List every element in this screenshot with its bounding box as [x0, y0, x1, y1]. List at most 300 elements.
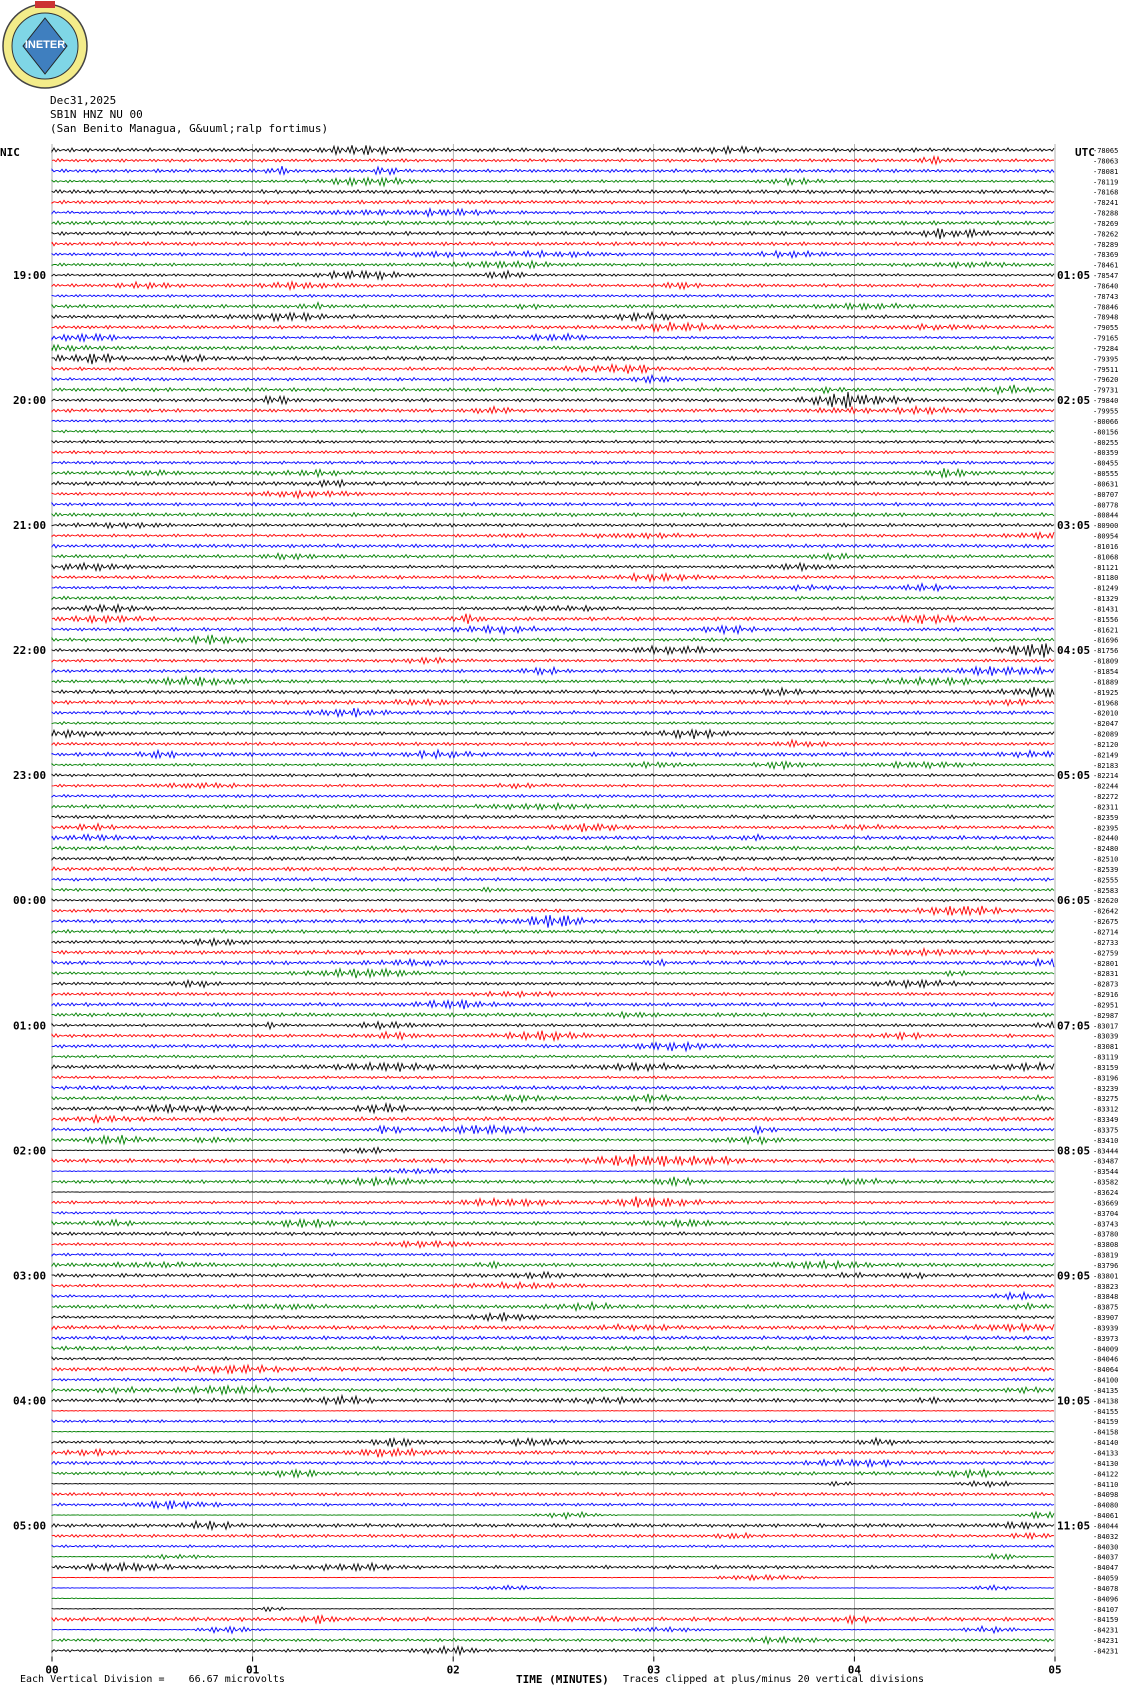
- seismic-trace: [52, 605, 1054, 613]
- trace-offset-label: -84044: [1093, 1522, 1119, 1531]
- trace-offset-label: -78547: [1093, 272, 1119, 281]
- trace-offset-label: -81431: [1093, 605, 1119, 614]
- seismic-trace: [52, 1386, 1054, 1395]
- seismic-trace: [52, 461, 1054, 464]
- trace-offset-label: -83410: [1093, 1136, 1119, 1145]
- seismic-trace: [52, 1365, 1054, 1374]
- seismic-trace: [52, 303, 1054, 310]
- plot-date: Dec31,2025: [50, 94, 117, 107]
- x-tick-label: 04: [847, 1663, 862, 1677]
- trace-offset-label: -83119: [1093, 1053, 1119, 1062]
- trace-offset-label: -78948: [1093, 313, 1119, 322]
- right-time-label: 03:05: [1057, 519, 1091, 533]
- seismic-trace: [52, 1031, 1054, 1041]
- seismic-trace: [52, 228, 1054, 239]
- seismic-trace: [52, 658, 1054, 664]
- seismic-trace: [52, 1094, 1054, 1102]
- right-time-label: 11:05: [1057, 1519, 1091, 1533]
- trace-offset-label: -83196: [1093, 1074, 1119, 1083]
- trace-offset-label: -84080: [1093, 1501, 1119, 1510]
- trace-offset-label: -78640: [1093, 282, 1119, 291]
- left-time-label: 19:00: [13, 269, 47, 283]
- seismic-trace: [52, 354, 1054, 365]
- seismic-trace: [52, 271, 1054, 280]
- trace-offset-label: -81556: [1093, 615, 1119, 624]
- seismic-trace: [52, 385, 1054, 394]
- x-tick-label: 03: [647, 1663, 661, 1677]
- trace-offset-label: -78063: [1093, 157, 1119, 166]
- trace-offset-label: -84133: [1093, 1449, 1119, 1458]
- seismic-trace: [52, 1378, 1054, 1381]
- seismic-trace: [52, 294, 1054, 297]
- trace-offset-label: -83375: [1093, 1126, 1119, 1135]
- seismic-trace: [52, 312, 1054, 321]
- trace-offset-label: -80156: [1093, 428, 1119, 437]
- left-time-label: 01:00: [13, 1019, 47, 1033]
- seismic-trace: [52, 1115, 1054, 1122]
- trace-offset-label: -78461: [1093, 261, 1119, 270]
- trace-offset-label: -82583: [1093, 886, 1119, 895]
- trace-offset-label: -83848: [1093, 1293, 1119, 1302]
- seismic-trace: [52, 1302, 1054, 1311]
- seismic-trace: [52, 1125, 1054, 1134]
- seismic-trace: [52, 282, 1054, 290]
- seismic-trace: [52, 969, 1054, 978]
- seismic-trace: [52, 1469, 1054, 1478]
- trace-offset-label: -80707: [1093, 490, 1119, 499]
- seismic-trace: [52, 420, 1054, 423]
- trace-offset-label: -81249: [1093, 584, 1119, 593]
- seismic-trace: [52, 687, 1054, 697]
- trace-offset-label: -80455: [1093, 459, 1119, 468]
- x-axis-title: TIME (MINUTES): [516, 1673, 609, 1686]
- seismic-trace: [52, 1104, 1054, 1113]
- x-tick-label: 01: [245, 1663, 260, 1677]
- trace-offset-label: -82183: [1093, 761, 1119, 770]
- trace-offset-label: -82759: [1093, 949, 1119, 958]
- seismic-trace: [52, 1076, 1054, 1079]
- seismic-trace: [52, 643, 1054, 657]
- trace-offset-label: -84122: [1093, 1470, 1119, 1479]
- seismic-trace: [52, 750, 1054, 758]
- seismic-trace: [52, 1585, 1054, 1590]
- trace-offset-label: -80844: [1093, 511, 1119, 520]
- seismic-trace: [52, 803, 1054, 810]
- seismic-trace: [52, 834, 1054, 840]
- logo-text: INETER: [24, 39, 66, 51]
- seismic-trace: [52, 392, 1054, 409]
- trace-offset-label: -84046: [1093, 1355, 1119, 1364]
- trace-offset-label: -79511: [1093, 365, 1119, 374]
- left-time-label: 04:00: [13, 1394, 47, 1408]
- trace-offset-label: -81854: [1093, 668, 1119, 676]
- seismic-trace: [52, 1282, 1054, 1289]
- right-timezone-label: UTC: [1075, 146, 1095, 159]
- seismic-trace: [52, 1410, 1054, 1411]
- trace-offset-label: -83487: [1093, 1157, 1119, 1166]
- seismic-trace: [52, 774, 1054, 777]
- seismic-trace: [52, 1324, 1054, 1332]
- trace-offset-label: -81968: [1093, 699, 1119, 708]
- seismic-trace: [52, 491, 1054, 498]
- trace-offset-label: -83669: [1093, 1199, 1119, 1208]
- trace-offset-label: -82149: [1093, 751, 1119, 760]
- trace-offset-label: -82801: [1093, 959, 1119, 968]
- trace-offset-label: -83743: [1093, 1220, 1119, 1229]
- left-time-label: 20:00: [13, 394, 47, 408]
- right-time-label: 09:05: [1057, 1269, 1091, 1283]
- trace-offset-label: -80359: [1093, 449, 1119, 458]
- trace-offset-label: -79731: [1093, 386, 1119, 395]
- seismic-trace: [52, 1512, 1054, 1519]
- right-time-label: 04:05: [1057, 644, 1091, 658]
- trace-offset-label: -83808: [1093, 1241, 1119, 1250]
- left-time-label: 23:00: [13, 769, 47, 783]
- trace-offset-label: -78119: [1093, 178, 1119, 187]
- trace-offset-label: -83312: [1093, 1105, 1119, 1114]
- seismic-trace: [52, 532, 1054, 539]
- seismic-trace: [52, 406, 1054, 414]
- trace-offset-label: -81809: [1093, 657, 1119, 666]
- trace-offset-label: -83039: [1093, 1032, 1119, 1041]
- trace-offset-label: -81180: [1093, 574, 1119, 583]
- seismic-trace: [52, 915, 1054, 928]
- seismic-trace: [52, 200, 1054, 204]
- seismic-trace: [52, 145, 1054, 155]
- seismic-trace: [52, 1607, 1054, 1611]
- seismic-trace: [52, 1460, 1054, 1467]
- trace-offset-label: -84061: [1093, 1512, 1119, 1521]
- x-tick-label: 05: [1048, 1663, 1062, 1677]
- trace-offset-label: -81329: [1093, 595, 1119, 604]
- trace-offset-label: -78288: [1093, 209, 1119, 218]
- seismic-trace: [52, 1449, 1054, 1458]
- seismic-trace: [52, 815, 1054, 819]
- left-timezone-label: NIC: [0, 146, 20, 159]
- seismic-trace: [52, 1554, 1054, 1560]
- trace-offset-label: -80631: [1093, 480, 1119, 489]
- seismic-trace: [52, 503, 1054, 507]
- trace-offset-label: -82733: [1093, 938, 1119, 947]
- trace-offset-label: -84135: [1093, 1386, 1119, 1395]
- seismic-trace: [52, 1533, 1054, 1539]
- seismic-trace: [52, 251, 1054, 258]
- seismic-trace: [52, 1492, 1054, 1496]
- trace-offset-label: -78262: [1093, 230, 1119, 239]
- seismic-trace: [52, 899, 1054, 902]
- seismic-trace: [52, 939, 1054, 946]
- station-code: SB1N HNZ NU 00: [50, 108, 143, 121]
- seismic-trace: [52, 596, 1054, 600]
- seismic-trace: [52, 1177, 1054, 1186]
- trace-offset-label: -80255: [1093, 438, 1119, 447]
- x-tick-label: 00: [45, 1663, 59, 1677]
- trace-offset-label: -79165: [1093, 334, 1119, 343]
- trace-offset-label: -83544: [1093, 1168, 1119, 1177]
- right-time-label: 01:05: [1057, 269, 1091, 283]
- seismic-trace: [52, 762, 1054, 769]
- trace-offset-label: -84059: [1093, 1574, 1119, 1583]
- right-time-label: 05:05: [1057, 769, 1091, 783]
- trace-offset-label: -84231: [1093, 1637, 1119, 1646]
- trace-offset-label: -84047: [1093, 1564, 1119, 1573]
- seismic-trace: [52, 334, 1054, 342]
- trace-offset-label: -84159: [1093, 1616, 1119, 1625]
- seismic-trace: [52, 440, 1054, 443]
- seismic-trace: [52, 178, 1054, 186]
- trace-offset-label: -83819: [1093, 1251, 1119, 1260]
- trace-offset-label: -84130: [1093, 1459, 1119, 1468]
- trace-offset-label: -84098: [1093, 1491, 1119, 1500]
- seismic-trace: [52, 584, 1054, 591]
- left-time-label: 05:00: [13, 1519, 47, 1533]
- seismic-trace: [52, 1312, 1054, 1320]
- trace-offset-label: -78081: [1093, 167, 1119, 176]
- trace-offset-label: -82359: [1093, 813, 1119, 822]
- trace-offset-label: -84100: [1093, 1376, 1119, 1385]
- trace-offset-label: -81696: [1093, 636, 1119, 645]
- trace-offset-label: -83801: [1093, 1272, 1119, 1281]
- trace-offset-label: -84037: [1093, 1553, 1119, 1562]
- seismic-trace: [52, 1431, 1054, 1432]
- seismic-trace: [52, 1336, 1054, 1340]
- seismic-trace: [52, 878, 1054, 882]
- trace-offset-label: -80066: [1093, 417, 1119, 426]
- trace-offset-label: -79055: [1093, 324, 1119, 333]
- seismic-trace: [52, 1420, 1054, 1423]
- seismic-trace: [52, 1197, 1054, 1208]
- trace-offset-label: -82539: [1093, 865, 1119, 874]
- trace-offset-label: -82440: [1093, 834, 1119, 843]
- trace-offset-label: -84064: [1093, 1366, 1119, 1375]
- trace-group: [52, 145, 1054, 1654]
- seismic-trace: [52, 242, 1054, 246]
- seismic-trace: [52, 708, 1054, 717]
- seismic-trace: [52, 1042, 1054, 1051]
- seismic-trace: [52, 1438, 1054, 1447]
- seismic-trace: [52, 1148, 1054, 1154]
- seismic-trace: [52, 544, 1054, 548]
- trace-offset-label: -83624: [1093, 1189, 1119, 1197]
- trace-offset-label: -83780: [1093, 1230, 1119, 1239]
- trace-offset-label: -82916: [1093, 991, 1119, 1000]
- seismic-trace: [52, 523, 1054, 529]
- seismic-trace: [52, 468, 1054, 477]
- trace-offset-label: -83582: [1093, 1178, 1119, 1187]
- trace-offset-label: -84096: [1093, 1595, 1119, 1604]
- trace-offset-label: -83939: [1093, 1324, 1119, 1333]
- trace-offset-label: -78289: [1093, 240, 1119, 249]
- seismic-trace: [52, 553, 1054, 559]
- trace-offset-label: -84140: [1093, 1439, 1119, 1448]
- seismic-trace: [52, 375, 1054, 383]
- seismic-trace: [52, 1292, 1054, 1299]
- trace-offset-label: -82089: [1093, 730, 1119, 739]
- vertical-division-note: Each Vertical Division = 66.67 microvolts: [20, 1674, 285, 1685]
- seismic-trace: [52, 1616, 1054, 1624]
- left-time-labels: [13, 269, 46, 1532]
- seismic-trace: [52, 867, 1054, 871]
- trace-offset-label: -83796: [1093, 1261, 1119, 1270]
- trace-offset-label: -78269: [1093, 219, 1119, 228]
- trace-offset-label: -83907: [1093, 1314, 1119, 1323]
- seismic-trace: [52, 480, 1054, 487]
- trace-offset-label: -82214: [1093, 772, 1119, 781]
- trace-offset-label: -82620: [1093, 897, 1119, 906]
- left-time-label: 21:00: [13, 519, 47, 533]
- seismic-trace: [52, 699, 1054, 705]
- seismic-trace: [52, 1563, 1054, 1571]
- seismic-trace: [52, 1253, 1054, 1256]
- x-tick-label: 02: [446, 1663, 460, 1677]
- seismic-trace: [52, 345, 1054, 351]
- seismic-trace: [52, 1219, 1054, 1228]
- trace-offset-label: -79955: [1093, 407, 1119, 416]
- trace-offset-label: -81068: [1093, 553, 1119, 562]
- seismic-trace: [52, 1211, 1054, 1214]
- seismic-trace: [52, 1346, 1054, 1350]
- trace-offset-label: -82555: [1093, 876, 1119, 885]
- trace-offset-label: -79620: [1093, 376, 1119, 385]
- seismic-trace: [52, 1241, 1054, 1248]
- trace-offset-label: -78846: [1093, 303, 1119, 312]
- trace-offset-label: -83349: [1093, 1116, 1119, 1125]
- seismic-trace: [52, 794, 1054, 797]
- trace-offset-label: -79284: [1093, 344, 1119, 353]
- trace-offset-label: -82395: [1093, 824, 1119, 833]
- seismic-trace: [52, 1357, 1054, 1360]
- seismic-trace: [52, 563, 1054, 571]
- seismic-trace: [52, 991, 1054, 997]
- seismic-trace: [52, 209, 1054, 217]
- trace-offset-label: -83444: [1093, 1147, 1119, 1156]
- seismic-trace: [52, 614, 1054, 624]
- trace-offset-label: -83704: [1093, 1209, 1119, 1218]
- trace-offset-label: -82642: [1093, 907, 1119, 916]
- trace-offset-label: -81121: [1093, 563, 1119, 572]
- trace-offset-label: -84032: [1093, 1532, 1119, 1541]
- trace-offset-label: -84138: [1093, 1397, 1119, 1406]
- trace-offset-label: -78065: [1093, 147, 1119, 155]
- seismic-trace: [52, 677, 1054, 686]
- trace-offset-label: -83017: [1093, 1022, 1119, 1031]
- right-time-label: 10:05: [1057, 1394, 1091, 1408]
- seismic-trace: [52, 1626, 1054, 1633]
- seismic-trace: [52, 1481, 1054, 1487]
- trace-offset-label: -84107: [1093, 1605, 1119, 1614]
- trace-offset-label: -82010: [1093, 709, 1119, 718]
- trace-offset-label: -82311: [1093, 803, 1119, 812]
- seismic-trace: [52, 949, 1054, 956]
- trace-offset-label: -82951: [1093, 1001, 1119, 1010]
- trace-offset-label: -82714: [1093, 928, 1119, 937]
- seismic-trace: [52, 1086, 1054, 1090]
- seismic-trace: [52, 887, 1054, 892]
- trace-offset-label: -83973: [1093, 1334, 1119, 1343]
- trace-offset-label: -80555: [1093, 470, 1119, 479]
- trace-offset-label: -82510: [1093, 855, 1119, 864]
- seismic-trace: [52, 626, 1054, 634]
- seismic-trace: [52, 574, 1054, 582]
- trace-offset-label: -79395: [1093, 355, 1119, 364]
- trace-offset-label: -82047: [1093, 720, 1119, 729]
- seismic-trace: [52, 1261, 1054, 1269]
- seismic-trace: [52, 451, 1054, 454]
- clip-note: Traces clipped at plus/minus 20 vertical divisions: [623, 1674, 925, 1685]
- seismic-trace: [52, 1637, 1054, 1644]
- trace-offset-label: -83081: [1093, 1043, 1119, 1052]
- right-time-label: 07:05: [1057, 1019, 1091, 1033]
- seismic-trace: [52, 730, 1054, 739]
- seismic-trace: [52, 1521, 1054, 1530]
- trace-offset-label: -81756: [1093, 647, 1119, 656]
- seismic-trace: [52, 1055, 1054, 1058]
- trace-offset-label: -84110: [1093, 1480, 1119, 1489]
- trace-offset-label: -83875: [1093, 1303, 1119, 1312]
- trace-offset-label: -82272: [1093, 793, 1119, 802]
- seismic-trace: [52, 1063, 1054, 1072]
- seismic-trace: [52, 1168, 1054, 1173]
- trace-offset-label: -82480: [1093, 845, 1119, 854]
- station-location: (San Benito Managua, G&uuml;ralp fortimus): [50, 122, 329, 135]
- seismic-trace: [52, 1232, 1054, 1236]
- trace-offset-label: -78369: [1093, 251, 1119, 260]
- seismic-trace: [52, 857, 1054, 861]
- trace-offset-label: -84158: [1093, 1428, 1119, 1437]
- trace-offset-label: -81925: [1093, 688, 1119, 697]
- left-time-label: 22:00: [13, 644, 47, 658]
- seismic-trace: [52, 635, 1054, 645]
- seismic-trace: [52, 190, 1054, 194]
- seismic-trace: [52, 221, 1054, 225]
- trace-offset-label: -80778: [1093, 501, 1119, 510]
- seismic-trace: [52, 666, 1054, 676]
- trace-offset-label: -83159: [1093, 1063, 1119, 1072]
- trace-offset-label: -84155: [1093, 1407, 1119, 1416]
- seismic-trace: [52, 906, 1054, 916]
- right-time-label: 08:05: [1057, 1144, 1091, 1158]
- trace-offset-label: -84078: [1093, 1584, 1119, 1593]
- seismic-trace: [52, 1598, 1054, 1599]
- trace-offset-label: -78168: [1093, 188, 1119, 197]
- trace-offset-label: -82987: [1093, 1011, 1119, 1020]
- seismic-trace: [52, 1575, 1054, 1580]
- seismic-trace: [52, 783, 1054, 789]
- seismic-trace: [52, 513, 1054, 517]
- seismic-trace: [52, 959, 1054, 967]
- seismic-trace: [52, 322, 1054, 332]
- trace-offset-label: -81889: [1093, 678, 1119, 687]
- trace-offset-label: -84159: [1093, 1418, 1119, 1427]
- seismic-trace: [52, 823, 1054, 832]
- trace-offset-label: -80954: [1093, 532, 1119, 541]
- seismic-trace: [52, 430, 1054, 433]
- seismic-trace: [52, 1012, 1054, 1018]
- trace-offset-label: -84231: [1093, 1626, 1119, 1635]
- seismic-trace: [52, 1154, 1054, 1166]
- seismic-trace: [52, 1396, 1054, 1405]
- seismic-trace: [52, 1135, 1054, 1144]
- seismic-trace: [52, 157, 1054, 164]
- trace-offset-label: -82120: [1093, 740, 1119, 749]
- right-time-label: 02:05: [1057, 394, 1091, 408]
- seismic-trace: [52, 846, 1054, 850]
- trace-offset-label: -83239: [1093, 1084, 1119, 1093]
- trace-offset-label: -81016: [1093, 542, 1119, 551]
- right-time-label: 06:05: [1057, 894, 1091, 908]
- right-time-labels: [1057, 269, 1090, 1532]
- seismic-trace: [52, 980, 1054, 988]
